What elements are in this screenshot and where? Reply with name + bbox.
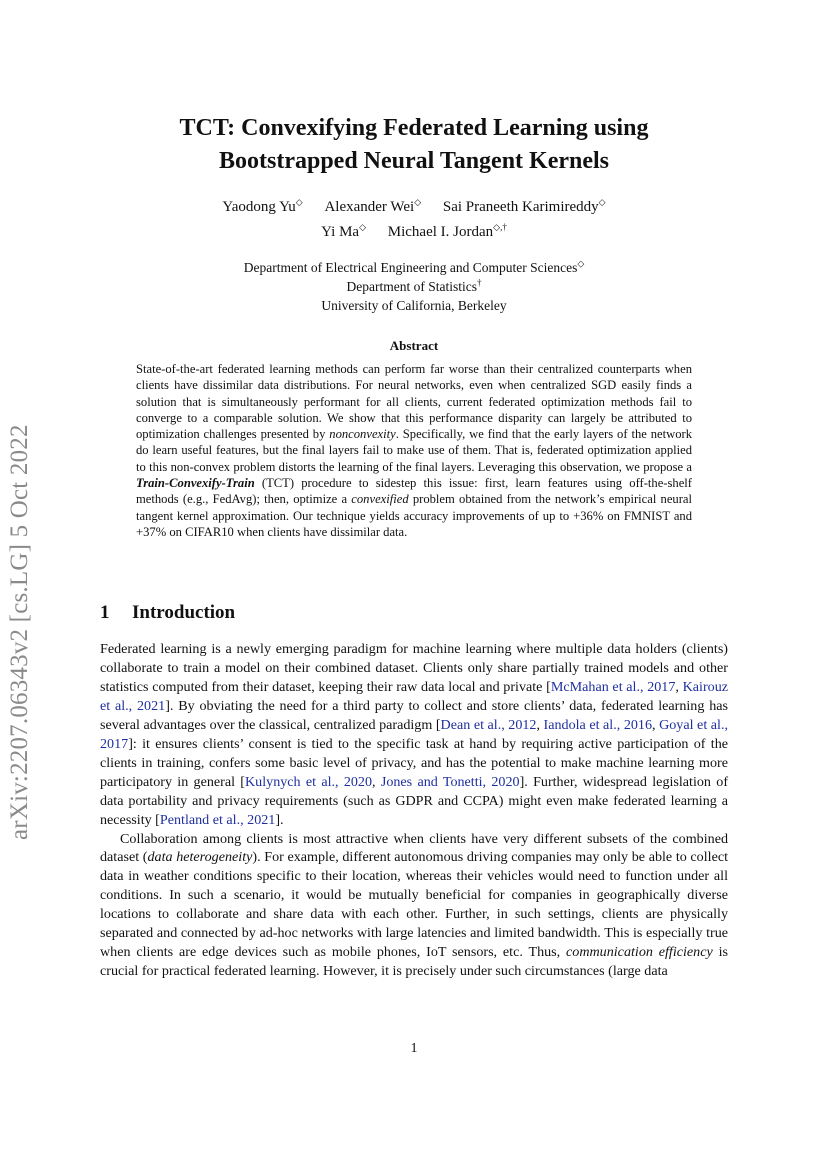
abstract-emphasis: nonconvexity xyxy=(329,427,396,442)
affiliation-mark: ◇ xyxy=(577,258,585,269)
author-row-2 xyxy=(100,221,728,243)
paper-title xyxy=(100,112,728,178)
abstract-text: problem obtained from the network’s empirical neural tangent kernel approximation. Our technique yields accuracy improvements of up to +36% on FMNIST and +37% on CIFAR10 when clients have dissimilar data. xyxy=(136,492,692,539)
affiliation-university xyxy=(100,296,728,315)
emphasis: data heterogeneity xyxy=(147,849,253,866)
affiliation-text: Department of Electrical Engineering and Computer Sciences xyxy=(243,260,578,275)
abstract-method-name: Train-Convexify-Train xyxy=(136,476,255,491)
affiliation-text: University of California, Berkeley xyxy=(321,298,507,313)
author xyxy=(222,196,302,218)
title-line-2: Bootstrapped Neural Tangent Kernels xyxy=(218,148,610,174)
author-affiliation-mark: ◇ xyxy=(414,197,422,207)
citation-link[interactable]: Jones and Tonetti, 2020 xyxy=(380,773,520,790)
paragraph-text: is crucial for practical federated learning. However, it is precisely under such circumstances (large data xyxy=(100,944,728,980)
abstract-body xyxy=(136,361,692,540)
separator: , xyxy=(536,716,544,733)
paragraph xyxy=(100,640,728,830)
abstract-heading: Abstract xyxy=(389,338,439,353)
separator: , xyxy=(675,678,683,695)
author xyxy=(321,221,366,243)
author-name: Alexander Wei xyxy=(324,199,415,215)
paragraph xyxy=(100,830,728,982)
author xyxy=(324,196,421,218)
citation-link[interactable]: Kulynych et al., 2020 xyxy=(245,773,373,790)
paragraph-text: ]. xyxy=(275,811,284,828)
paragraph-text: Collaboration among clients is most attractive when clients have very different subsets of the combined dataset ( xyxy=(100,830,728,866)
affiliation-eecs xyxy=(100,258,728,277)
affiliation-statistics xyxy=(100,277,728,296)
emphasis: communication efficiency xyxy=(566,944,713,961)
citation-link[interactable]: McMahan et al., 2017 xyxy=(550,678,676,695)
abstract-emphasis: convexified xyxy=(351,492,409,507)
paragraph-text: ]. Further, widespread legislation of data portability and privacy requirements (such as GDPR and CCPA) might even make federated learning a necessity [ xyxy=(100,773,729,828)
citation-link[interactable]: Dean et al., 2012 xyxy=(440,716,537,733)
paragraph-text: ]. By obviating the need for a third party to collect and store clients’ data, federated learning has several advantages over the classical, centralized paradigm [ xyxy=(100,697,728,733)
page-number: 1 xyxy=(410,1041,418,1056)
separator: , xyxy=(652,716,660,733)
citation-link[interactable]: Pentland et al., 2021 xyxy=(159,811,276,828)
section-heading-introduction xyxy=(100,602,728,624)
citation-link[interactable]: Kairouz et al., 2021 xyxy=(100,678,729,714)
author-row-1 xyxy=(100,196,728,218)
author-affiliation-mark: ◇ xyxy=(598,197,606,207)
paragraph-text: ]: it ensures clients’ consent is tied to the specific task at hand by requiring active participation of the clients in training, confers some basic level of privacy, and has the potential to make machine learning more participatory in general [ xyxy=(100,735,728,790)
affiliation-text: Department of Statistics xyxy=(346,279,477,294)
citation-link[interactable]: Iandola et al., 2016 xyxy=(543,716,653,733)
author-affiliation-mark: ◇ xyxy=(359,222,367,232)
paragraph-text: Federated learning is a newly emerging paradigm for machine learning where multiple data holders (clients) collaborate to train a model on their combined dataset. Clients only share partially trained models and other statistics computed from their dataset, keeping their raw data local and private [ xyxy=(100,641,728,695)
citation-link[interactable]: Goyal et al., 2017 xyxy=(100,716,728,752)
title-line-1: TCT: Convexifying Federated Learning using xyxy=(179,115,649,141)
section-title: Introduction xyxy=(132,602,236,623)
author xyxy=(443,196,606,218)
author-name: Michael I. Jordan xyxy=(387,224,494,240)
author xyxy=(388,221,507,243)
author-name: Yaodong Yu xyxy=(222,199,296,215)
separator: , xyxy=(372,773,381,790)
abstract-text: . Specifically, we find that the early layers of the network do learn useful features, but the final layers fail to make use of them. That is, federated optimization applied to this non-convex problem distorts the learning of the final layers. Leveraging this observation, we propose a xyxy=(136,427,693,474)
arxiv-identifier-stamp: arXiv:2207.06343v2 [cs.LG] 5 Oct 2022 xyxy=(6,424,33,840)
introduction-body xyxy=(100,640,728,981)
author-affiliation-mark: ◇ xyxy=(295,197,303,207)
author-name: Sai Praneeth Karimireddy xyxy=(442,199,599,215)
paragraph-text: ). For example, different autonomous driving companies may only be able to collect data in weather conditions specific to their location, whereas their vehicles would need to function under all conditions. In such a scenario, it would be mutually beneficial for companies in geographically diverse locations to collaborate and share data with each other. Further, in such settings, clients are physically separated and connected by ad-hoc networks with large latencies and limited bandwidth. This is especially true when clients are edge devices such as mobile phones, IoT sensors, etc. Thus, xyxy=(100,849,728,961)
abstract-text: (TCT) procedure to sidestep this issue: first, learn features using off-the-shelf methods (e.g., FedAvg); then, optimize a xyxy=(136,476,692,507)
affiliation-mark: † xyxy=(476,277,482,288)
author-affiliation-mark: ◇,† xyxy=(493,222,507,232)
author-name: Yi Ma xyxy=(321,224,360,240)
abstract-text: State-of-the-art federated learning methods can perform far worse than their centralized counterparts when clients have dissimilar data distributions. For neural networks, even when centralized SGD easily finds a solution that is simultaneously performant for all clients, current federated optimization methods fail to converge to a comparable solution. We show that this performance disparity can largely be attributed to optimization challenges presented by xyxy=(136,362,692,442)
section-number: 1 xyxy=(100,602,110,623)
